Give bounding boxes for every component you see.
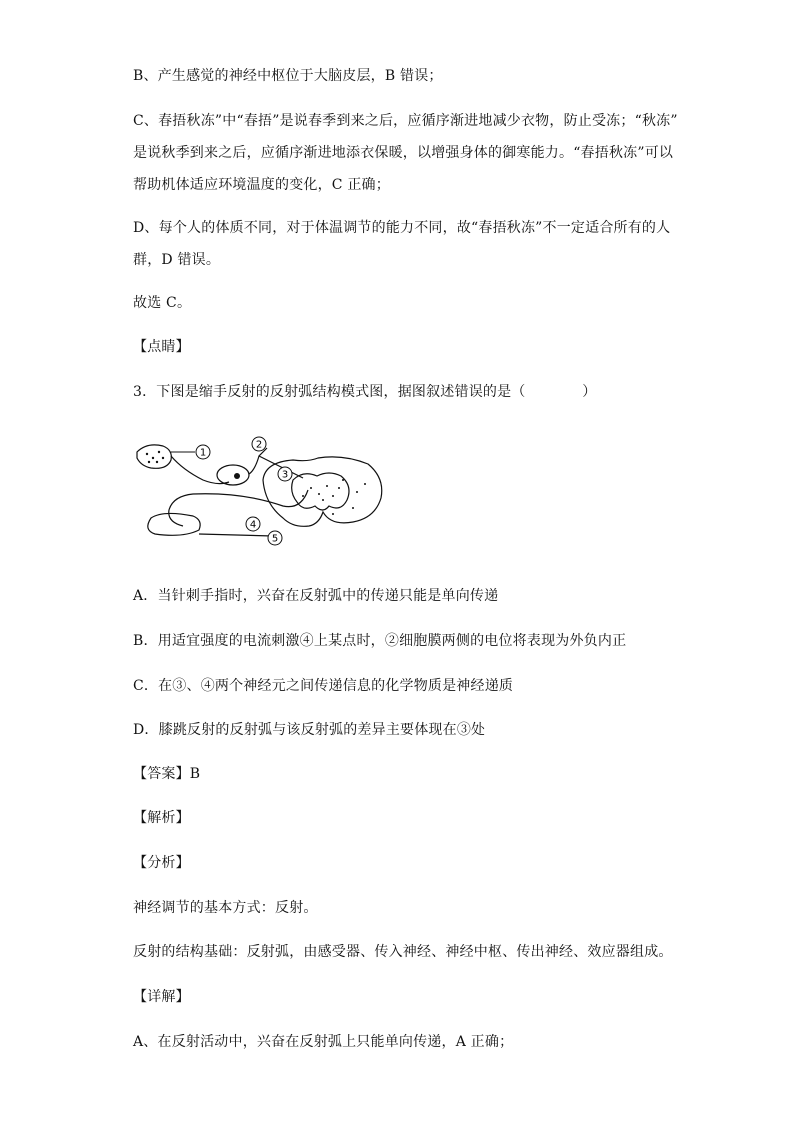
text-line: 群，D 错误。 <box>133 252 221 268</box>
label-markers <box>171 437 292 545</box>
detail-heading: 【详解】 <box>133 989 190 1005</box>
text-line: B、产生感觉的神经中枢位于大脑皮层，B 错误； <box>133 68 443 84</box>
section-heading: 【点睛】 <box>133 339 190 355</box>
question-stem: 3．下图是缩手反射的反射弧结构模式图，据图叙述错误的是（ ） <box>133 384 597 400</box>
label-1: 1 <box>199 447 207 459</box>
text-line: C、春捂秋冻”中“春捂”是说春季到来之后，应循序渐进地减少衣物，防止受冻；“秋冻” <box>133 113 678 129</box>
text-line: 帮助机体适应环境温度的变化，C 正确； <box>133 177 390 193</box>
label-3: 3 <box>281 469 289 481</box>
label-2: 2 <box>255 439 263 451</box>
text-line: 神经调节的基本方式：反射。 <box>133 900 318 916</box>
text-line: 故选 C。 <box>133 295 192 311</box>
label-4: 4 <box>249 519 257 531</box>
fenxi-heading: 【分析】 <box>133 855 190 871</box>
text-line: 是说秋季到来之后，应循序渐进地添衣保暖，以增强身体的御寒能力。“春捂秋冻”可以 <box>133 145 674 161</box>
text-line: D、每个人的体质不同，对于体温调节的能力不同，故“春捂秋冻”不一定适合所有的人 <box>133 220 671 236</box>
option-a: A．当针刺手指时，兴奋在反射弧中的传递只能是单向传递 <box>133 588 499 604</box>
text-line: 反射的结构基础：反射弧，由感受器、传入神经、神经中枢、传出神经、效应器组成。 <box>133 944 673 960</box>
reflex-arc-diagram <box>133 430 403 550</box>
analysis-heading: 【解析】 <box>133 810 190 826</box>
option-b: B．用适宜强度的电流刺激④上某点时，②细胞膜两侧的电位将表现为外负内正 <box>133 633 627 649</box>
option-c: C．在③、④两个神经元之间传递信息的化学物质是神经递质 <box>133 678 514 694</box>
answer-heading: 【答案】B <box>133 766 201 782</box>
text-line: A、在反射活动中，兴奋在反射弧上只能单向传递，A 正确； <box>133 1034 514 1050</box>
option-d: D．膝跳反射的反射弧与该反射弧的差异主要体现在③处 <box>133 722 486 738</box>
label-5: 5 <box>271 533 279 545</box>
